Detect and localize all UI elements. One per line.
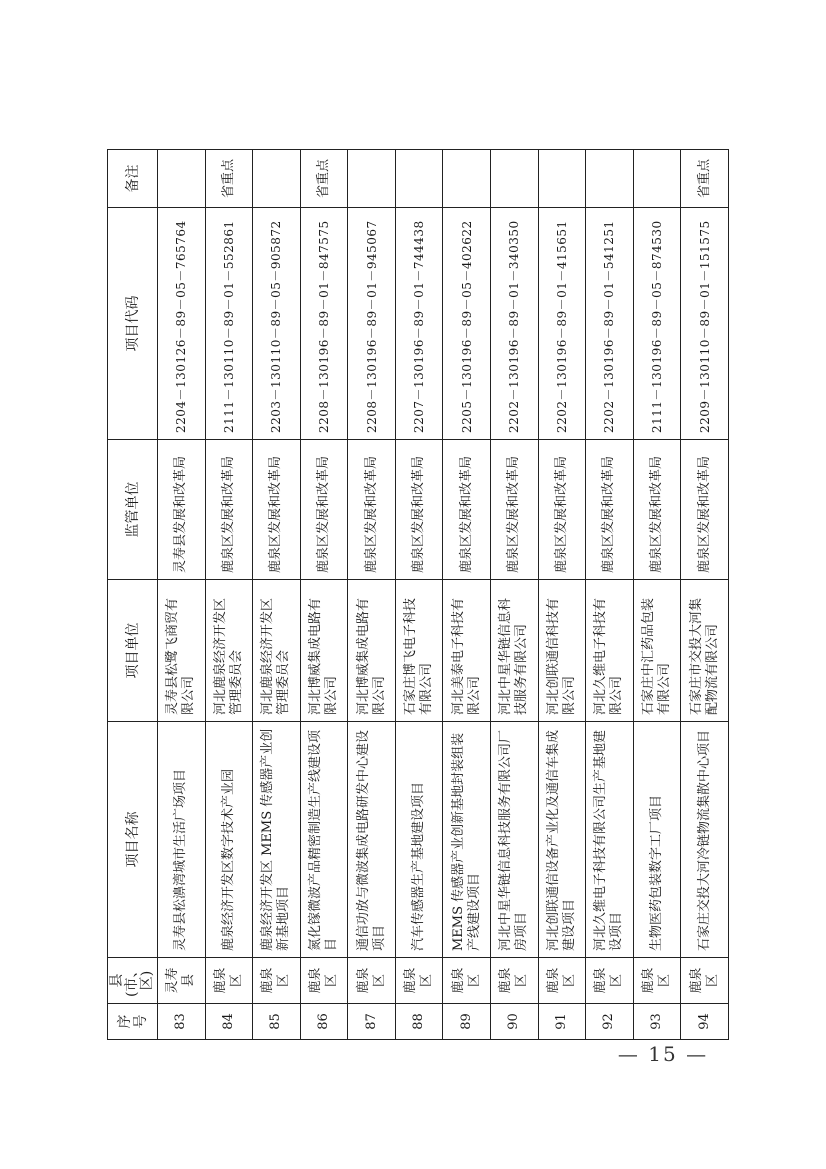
- row-note: [491, 150, 539, 208]
- row-note: [348, 150, 396, 208]
- header-index: 序号: [108, 1004, 158, 1040]
- row-project-code: 2111－130196－89－05－874530: [633, 208, 681, 440]
- row-note: 省重点: [205, 150, 253, 208]
- row-regulator: 鹿泉区发展和改革局: [395, 440, 443, 580]
- row-project-code: 2204－130126－89－05－765764: [158, 208, 206, 440]
- row-regulator: 鹿泉区发展和改革局: [538, 440, 586, 580]
- table-row: [158, 150, 206, 1040]
- row-note: [395, 150, 443, 208]
- row-project-unit: 河北久维电子科技有限公司: [586, 580, 634, 722]
- row-project-name: 鹿泉经济开发区数字技术产业园: [205, 722, 253, 958]
- row-project-code: 2208－130196－89－01－847575: [300, 208, 348, 440]
- row-regulator: 鹿泉区发展和改革局: [681, 440, 729, 580]
- table-row: [681, 150, 729, 1040]
- row-county: 鹿泉区: [253, 958, 301, 1004]
- row-index: 94: [681, 1004, 729, 1040]
- row-project-unit: 灵寿县松鹭飞商贸有限公司: [158, 580, 206, 722]
- row-project-unit: 石家庄博飞电子科技有限公司: [395, 580, 443, 722]
- row-note: 省重点: [681, 150, 729, 208]
- row-index: 89: [443, 1004, 491, 1040]
- row-note: 省重点: [300, 150, 348, 208]
- row-project-code: 2202－130196－89－01－415651: [538, 208, 586, 440]
- row-county: 鹿泉区: [538, 958, 586, 1004]
- row-project-unit: 河北美泰电子科技有限公司: [443, 580, 491, 722]
- row-index: 91: [538, 1004, 586, 1040]
- row-regulator: 鹿泉区发展和改革局: [633, 440, 681, 580]
- header-project-code: 项目代码: [108, 208, 158, 440]
- row-project-name: 汽车传感器生产基地建设项目: [395, 722, 443, 958]
- row-regulator: 灵寿县发展和改革局: [158, 440, 206, 580]
- header-project-name: 项目名称: [108, 722, 158, 958]
- row-project-name: 鹿泉经济开发区 MEMS 传感器产业创新基地项目: [253, 722, 301, 958]
- row-county: 鹿泉区: [491, 958, 539, 1004]
- row-project-name: 通信功放与微波集成电路研发中心建设项目: [348, 722, 396, 958]
- table-row: [491, 150, 539, 1040]
- row-project-name: 氮化镓微波产品精密制造生产线建设项目: [300, 722, 348, 958]
- header-county: 县 (市、区): [108, 958, 158, 1004]
- row-regulator: 鹿泉区发展和改革局: [253, 440, 301, 580]
- row-index: 83: [158, 1004, 206, 1040]
- row-regulator: 鹿泉区发展和改革局: [443, 440, 491, 580]
- row-project-unit: 石家庄市交投大河集配物流有限公司: [681, 580, 729, 722]
- row-index: 85: [253, 1004, 301, 1040]
- row-project-name: 河北久维电子科技有限公司生产基地建设项目: [586, 722, 634, 958]
- row-project-code: 2209－130110－89－01－151575: [681, 208, 729, 440]
- table-row: [253, 150, 301, 1040]
- row-project-unit: 河北博威集成电路有限公司: [348, 580, 396, 722]
- rotated-project-table: [107, 150, 729, 1040]
- row-county: 灵寿县: [158, 958, 206, 1004]
- row-project-code: 2205－130196－89－05－402622: [443, 208, 491, 440]
- row-regulator: 鹿泉区发展和改革局: [586, 440, 634, 580]
- row-project-name: 灵寿县松濞湾城市生活广场项目: [158, 722, 206, 958]
- row-project-unit: 石家庄中汇药品包装有限公司: [633, 580, 681, 722]
- row-project-unit: 河北创联通信科技有限公司: [538, 580, 586, 722]
- row-regulator: 鹿泉区发展和改革局: [205, 440, 253, 580]
- row-note: [633, 150, 681, 208]
- row-project-code: 2203－130110－89－05－905872: [253, 208, 301, 440]
- row-note: [158, 150, 206, 208]
- row-regulator: 鹿泉区发展和改革局: [348, 440, 396, 580]
- header-note: 备注: [108, 150, 158, 208]
- row-note: [538, 150, 586, 208]
- row-note: [253, 150, 301, 208]
- table-row: [348, 150, 396, 1040]
- table-header-row: [108, 150, 158, 1040]
- header-project-unit: 项目单位: [108, 580, 158, 722]
- row-note: [443, 150, 491, 208]
- row-project-name: 河北中星华链信息科技服务有限公司厂房项目: [491, 722, 539, 958]
- row-project-name: MEMS 传感器产业创新基地封装组装产线建设项目: [443, 722, 491, 958]
- row-index: 87: [348, 1004, 396, 1040]
- row-project-unit: 河北鹿泉经济开发区管理委员会: [253, 580, 301, 722]
- row-index: 86: [300, 1004, 348, 1040]
- row-project-code: 2208－130196－89－01－945067: [348, 208, 396, 440]
- header-regulator: 监管单位: [108, 440, 158, 580]
- row-project-name: 石家庄交投大河冷链物流集散中心项目: [681, 722, 729, 958]
- table-body: [158, 150, 729, 1040]
- row-regulator: 鹿泉区发展和改革局: [300, 440, 348, 580]
- row-index: 84: [205, 1004, 253, 1040]
- row-county: 鹿泉区: [395, 958, 443, 1004]
- row-project-code: 2202－130196－89－01－340350: [491, 208, 539, 440]
- row-index: 90: [491, 1004, 539, 1040]
- row-county: 鹿泉区: [348, 958, 396, 1004]
- row-index: 93: [633, 1004, 681, 1040]
- row-regulator: 鹿泉区发展和改革局: [491, 440, 539, 580]
- table-row: [538, 150, 586, 1040]
- row-county: 鹿泉区: [681, 958, 729, 1004]
- table-row: [205, 150, 253, 1040]
- row-project-name: 河北创联通信设备产业化及通信车集成建设项目: [538, 722, 586, 958]
- row-project-unit: 河北鹿泉经济开发区管理委员会: [205, 580, 253, 722]
- row-project-unit: 河北中星华链信息科技服务有限公司: [491, 580, 539, 722]
- table-row: [443, 150, 491, 1040]
- row-county: 鹿泉区: [205, 958, 253, 1004]
- table-row: [586, 150, 634, 1040]
- table-row: [633, 150, 681, 1040]
- row-county: 鹿泉区: [300, 958, 348, 1004]
- row-project-unit: 河北博威集成电路有限公司: [300, 580, 348, 722]
- table-row: [300, 150, 348, 1040]
- table-row: [395, 150, 443, 1040]
- row-county: 鹿泉区: [633, 958, 681, 1004]
- page-number: — 15 —: [617, 1042, 709, 1066]
- row-county: 鹿泉区: [443, 958, 491, 1004]
- row-project-code: 2202－130196－89－01－541251: [586, 208, 634, 440]
- row-project-code: 2207－130196－89－01－744438: [395, 208, 443, 440]
- row-index: 92: [586, 1004, 634, 1040]
- row-project-code: 2111－130110－89－01－552861: [205, 208, 253, 440]
- project-table: [107, 149, 729, 1040]
- row-index: 88: [395, 1004, 443, 1040]
- row-note: [586, 150, 634, 208]
- row-county: 鹿泉区: [586, 958, 634, 1004]
- row-project-name: 生物医药包装数字工厂项目: [633, 722, 681, 958]
